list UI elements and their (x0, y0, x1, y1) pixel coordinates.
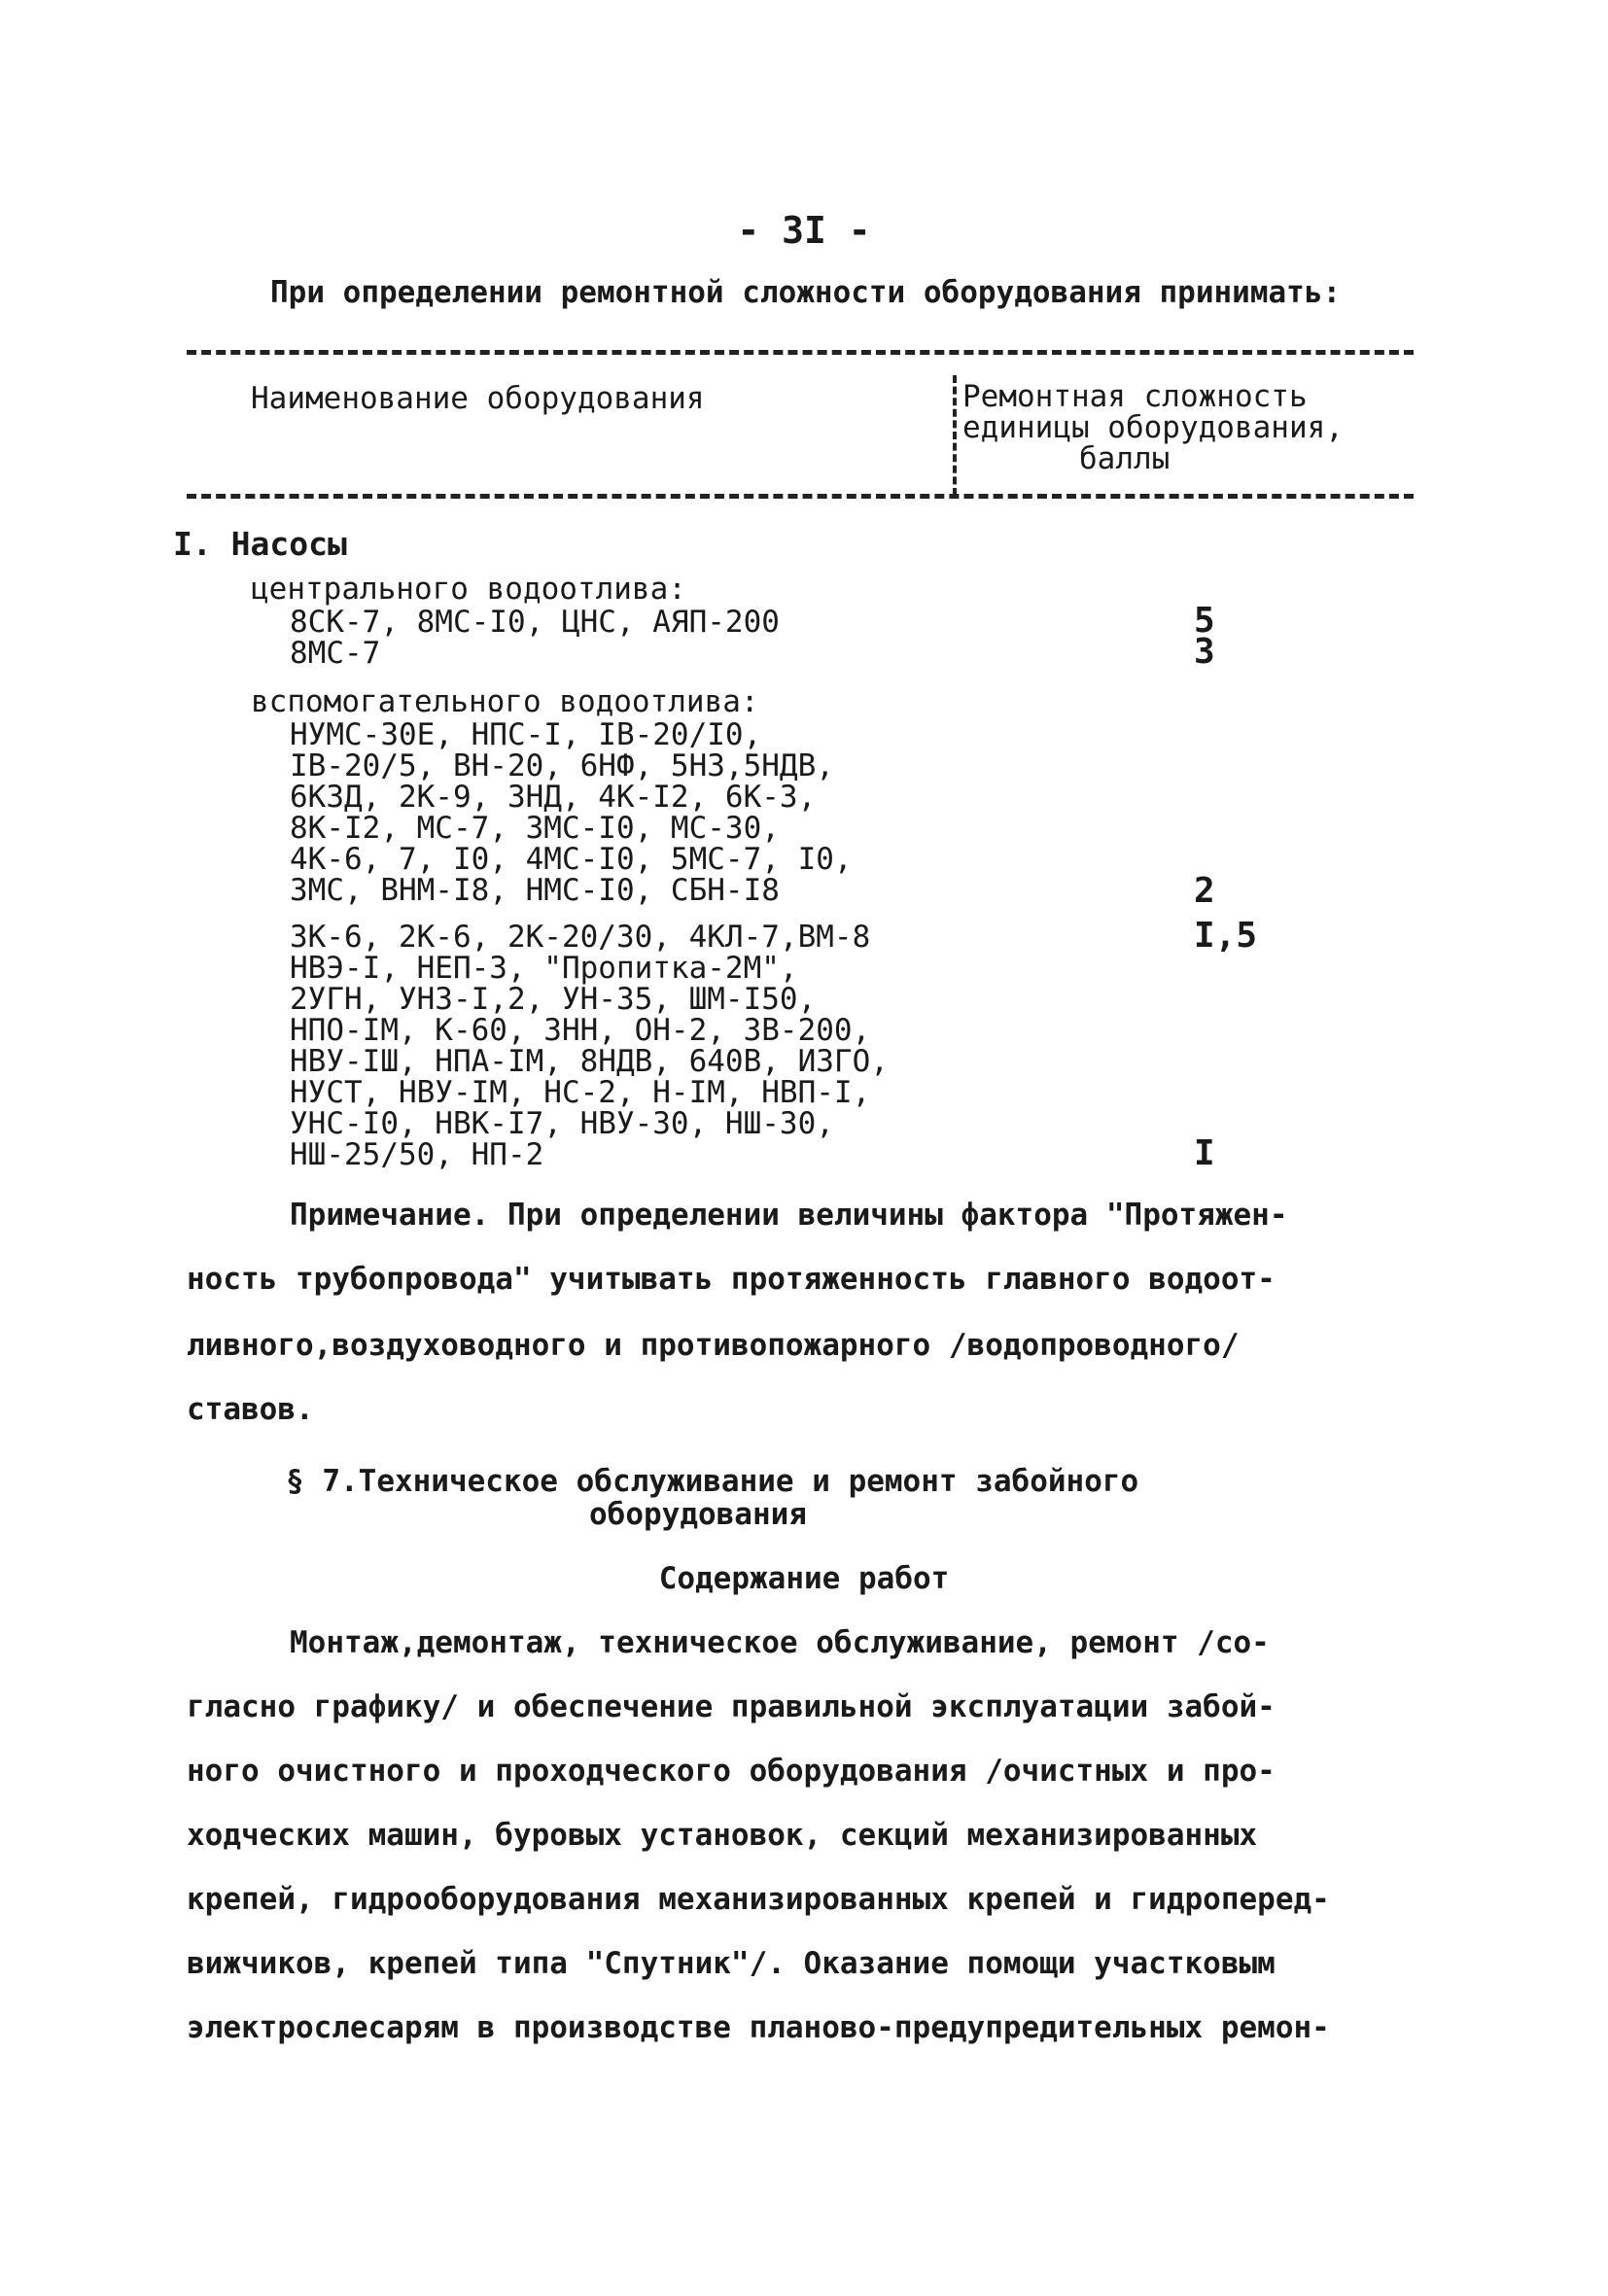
body-line: Монтаж,демонтаж, техническое обслуживание, ремонт /со- (290, 1625, 1270, 1660)
body-line: электрослесарям в производстве планово-предупредительных ремон- (187, 2010, 1330, 2045)
note-line: Примечание. При определении величины фактора "Протяжен- (290, 1198, 1288, 1233)
table-row-value: 3 (1194, 632, 1215, 672)
header-value-line: Ремонтная сложность (962, 379, 1308, 414)
list-item: НВУ-IШ, НПА-IМ, 8НДВ, 640В, ИЗГО, (290, 1044, 889, 1079)
list-item: 8К-I2, МС-7, ЗМС-I0, МС-30, (290, 811, 780, 846)
header-value-line: единицы оборудования, (962, 410, 1344, 445)
subheading: Содержание работ (658, 1561, 950, 1596)
list-item: НУСТ, НВУ-IМ, НС-2, Н-IМ, НВП-I, (290, 1075, 871, 1110)
page-number: - 3I - (737, 209, 871, 252)
list-item: НШ-25/50, НП-2 (290, 1137, 544, 1172)
note-line: ставов. (187, 1392, 314, 1427)
body-line: ного очистного и проходческого оборудования /очистных и про- (187, 1754, 1276, 1789)
header-value-line: баллы (1079, 441, 1171, 476)
note-line: ность трубопровода" учитывать протяженность главного водоот- (187, 1262, 1276, 1297)
table-column-divider (953, 375, 957, 496)
section-pumps-title: I. Насосы (173, 525, 347, 563)
table-row-value: I,5 (1194, 916, 1258, 956)
list-item: НУМС-30Е, НПС-I, IВ-20/I0, (290, 717, 762, 752)
table-header-rule (187, 494, 1414, 499)
list-item: УНС-I0, НВК-I7, НВУ-30, НШ-30, (290, 1106, 834, 1141)
list-item: НВЭ-I, НЕП-3, "Пропитка-2М", (290, 951, 798, 986)
list-item: 6КЗД, 2К-9, ЗНД, 4К-I2, 6К-3, (290, 780, 817, 815)
section-heading-cont: оборудования (589, 1497, 807, 1532)
note-line: ливного,воздуховодного и противопожарного /водопроводного/ (187, 1328, 1240, 1363)
body-line: ходческих машин, буровых установок, секций механизированных (187, 1818, 1258, 1853)
body-line: вижчиков, крепей типа "Спутник"/. Оказание помощи участковым (187, 1946, 1276, 1981)
body-line: крепей, гидрооборудования механизированных крепей и гидроперед- (187, 1882, 1330, 1917)
table-top-rule (187, 350, 1414, 355)
table-row-text: 8МС-7 (290, 636, 381, 671)
list-item: ЗМС, ВНМ-I8, НМС-I0, СБН-I8 (290, 873, 780, 908)
table-row-value: 2 (1194, 871, 1215, 911)
list-item: IВ-20/5, ВН-20, 6НФ, 5НЗ,5НДВ, (290, 748, 834, 783)
list-item: ЗК-6, 2К-6, 2К-20/30, 4КЛ-7,ВМ-8 (290, 920, 871, 955)
list-item: НПО-IМ, К-60, ЗНН, ОН-2, ЗВ-200, (290, 1013, 871, 1048)
body-line: гласно графику/ и обеспечение правильной эксплуатации забой- (187, 1689, 1276, 1724)
group-label: центрального водоотлива: (251, 572, 686, 607)
table-row-value: 5 (1194, 601, 1215, 641)
table-row-value: I (1194, 1133, 1215, 1173)
table-header-value (962, 381, 1344, 474)
table-header-name: Наименование оборудования (251, 381, 705, 416)
list-item: 2УГН, УНЗ-I,2, УН-35, ШМ-I50, (290, 982, 817, 1017)
group-label: вспомогательного водоотлива: (251, 684, 759, 719)
intro-text: При определении ремонтной сложности оборудования принимать: (270, 275, 1342, 310)
section-heading: § 7.Техническое обслуживание и ремонт забойного (286, 1464, 1139, 1499)
table-row-text: 8СК-7, 8МС-I0, ЦНС, АЯП-200 (290, 605, 780, 640)
list-item: 4К-6, 7, I0, 4МС-I0, 5МС-7, I0, (290, 842, 853, 877)
